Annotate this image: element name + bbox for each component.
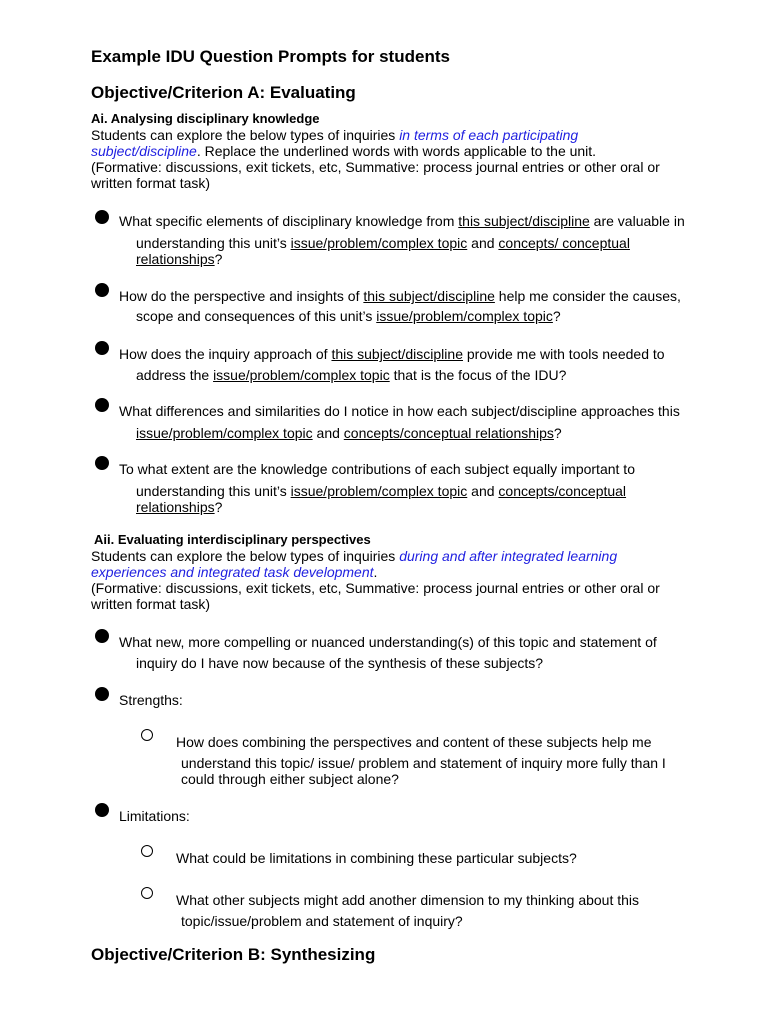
circle-bullet-icon: [141, 887, 153, 899]
bullet-icon: [95, 456, 109, 470]
bullet-icon: [95, 398, 109, 412]
document-page: Example IDU Question Prompts for students Objective/Criterion A: Evaluating Ai. Analysing disciplinary knowledge Students can explore the below types of inquiries in terms of each participating subject/discipline. Replace the underlined words with words applicable to the unit. (Formative: discussions, exit tickets, etc, Summative: process journal entries or other oral or written format task) What specific elements of disciplinary knowledge from this subject/discipline are valuable in understanding this unit’s issue/problem/complex topic and concepts/ conceptual relationships? How do the perspective and insights of this subject/discipline help me consider the causes, scope and consequences of this unit’s issue/problem/complex topic? How does the inquiry approach of this subject/discipline provide me with tools needed to address the issue/problem/complex topic that is the focus of the IDU? What differences and similarities do I notice in how each subject/discipline approaches this issue/problem/complex topic and concepts/conceptual relationships? To what extent are the knowledge contributions of each subject equally important to understanding this unit’s issue/problem/complex topic and concepts/conceptual relationships? Aii. Evaluating interdisciplinary perspectives Students can explore the below types of inquiries during and after integrated learning experiences and integrated task development. (Formative: discussions, exit tickets, etc, Summative: process journal entries or other oral or written format task) What new, more compelling or nuanced understanding(s) of this topic and statement of inquiry do I have now because of the synthesis of these subjects? Strengths: How does combining the perspectives and content of these subjects help me understand this topic/ issue/ problem and statement of inquiry more fully than I could through either subject alone? Limitations: What could be limitations in combining these particular subjects? What other subjects might add another dimension to my thinking about this topic/issue/problem and statement of inquiry? Objective/Criterion B: Synthesizing: [0, 0, 768, 1024]
circle-bullet-icon: [141, 845, 153, 857]
bullet-icon: [95, 803, 109, 817]
bullet-icon: [95, 629, 109, 643]
section-aii-intro: Students can explore the below types of inquiries during and after integrated learning experiences and integrated task development. (Formative: discussions, exit tickets, etc, Summative: process journal entries or other oral or written format task): [91, 548, 660, 612]
section-ai-heading: Ai. Analysing disciplinary knowledge: [91, 111, 320, 126]
criterion-a-heading: Objective/Criterion A: Evaluating: [91, 83, 356, 102]
intro-highlight-2: subject/discipline: [91, 143, 197, 159]
intro-highlight-2: experiences and integrated task development: [91, 564, 374, 580]
bullet-icon: [95, 283, 109, 297]
bullet-icon: [95, 210, 109, 224]
section-aii-heading: Aii. Evaluating interdisciplinary perspectives: [94, 532, 371, 547]
section-ai-intro: Students can explore the below types of inquiries in terms of each participating subject/discipline. Replace the underlined words with words applicable to the unit. (Formative: discussions, exit tickets, etc, Summative: process journal entries or other oral or written format task): [91, 127, 660, 191]
criterion-b-heading: Objective/Criterion B: Synthesizing: [91, 945, 376, 964]
intro-highlight: in terms of each participating: [399, 127, 579, 143]
page-title: Example IDU Question Prompts for students: [91, 47, 450, 66]
intro-highlight: during and after integrated learning: [399, 548, 618, 564]
bullet-icon: [95, 341, 109, 355]
circle-bullet-icon: [141, 729, 153, 741]
bullet-icon: [95, 687, 109, 701]
